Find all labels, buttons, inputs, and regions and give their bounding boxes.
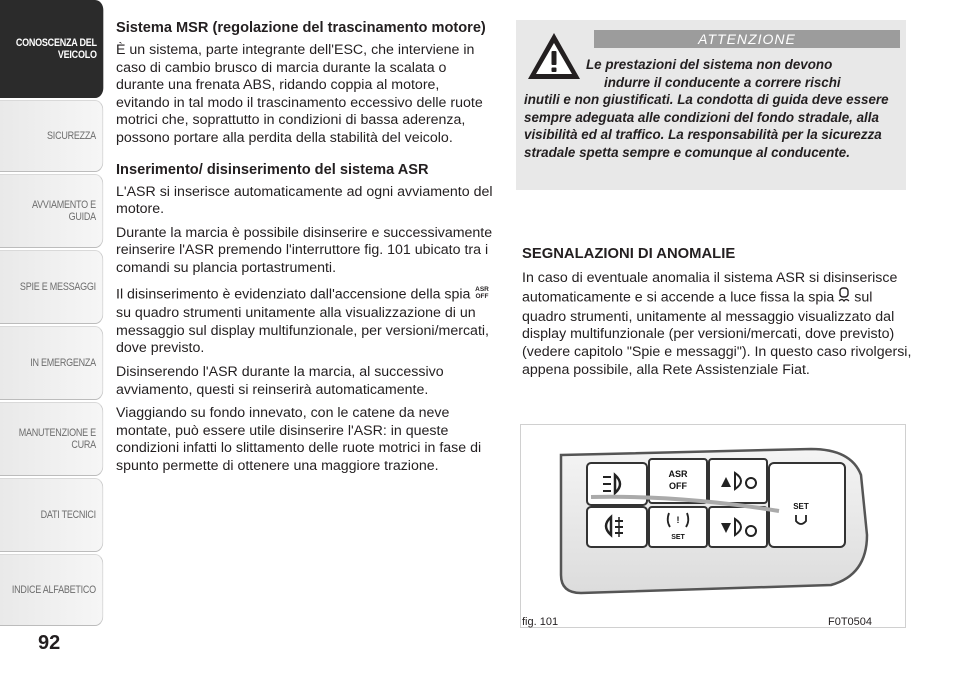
headlight-height-down-button[interactable] xyxy=(709,507,767,547)
left-column xyxy=(116,20,496,481)
set-button-label: SET xyxy=(793,502,809,511)
paragraph-msr: È un sistema, parte integrante dell'ESC, che interviene in caso di cambio brusco di marcia durante la scalata o durante una frenata ABS, ridando coppia al motore, evitando in tal modo il trascinamento eccessivo delle ruote motrici che, soprattutto in condizioni di bassa aderenza, possono portare alla perdita della stabilità del veicolo. xyxy=(116,42,483,146)
paragraph-anomalies xyxy=(522,270,912,380)
tire-set-label: SET xyxy=(671,534,685,541)
rear-fog-light-button[interactable] xyxy=(587,507,647,547)
paragraph-asr-indicator-a: Il disinserimento è evidenziato dall'accensione della spia xyxy=(116,286,471,303)
paragraph-asr-reinsert: Disinserendo l'ASR durante la marcia, al successivo avviamento, questi si reinserirà automaticamente. xyxy=(116,363,444,398)
headlight-height-up-button[interactable] xyxy=(709,459,767,503)
paragraph-asr-indicator-b: su quadro strumenti unitamente alla visualizzazione di un messaggio sul display multifunzionale, per versioni/mercati, dove previsto. xyxy=(116,305,489,357)
figure-code: F0T0504 xyxy=(828,616,873,628)
warning-rest: inutili e non giustificati. La condotta di guida deve essere sempre adeguata alle condizioni del fondo stradale, alla visibilità ed al traffico. La responsabilità per la sicurezza stradale spetta sempre e comunque al conducente. xyxy=(524,92,889,160)
tab-sicurezza[interactable]: SICUREZZA xyxy=(0,100,103,172)
warning-line-2: indurre il conducente a correre rischi xyxy=(604,74,841,90)
warning-line-1: Le prestazioni del sistema non devono xyxy=(586,57,833,72)
paragraph-asr-auto: L'ASR si inserisce automaticamente ad ogni avviamento del motore. xyxy=(116,183,493,218)
warning-box xyxy=(516,20,906,190)
svg-text:OFF: OFF xyxy=(475,292,489,300)
tab-dati-tecnici[interactable]: DATI TECNICI xyxy=(0,478,103,552)
heading-msr: Sistema MSR (regolazione del trascinamento motore) xyxy=(116,20,486,36)
figure-101 xyxy=(520,424,906,628)
svg-text:ASR: ASR xyxy=(475,285,490,293)
tab-in-emergenza[interactable]: IN EMERGENZA xyxy=(0,326,103,400)
tab-avviamento-e-guida[interactable]: AVVIAMENTO E GUIDA xyxy=(0,174,103,248)
heading-anomalies: SEGNALAZIONI DI ANOMALIE xyxy=(522,246,736,262)
right-column xyxy=(522,246,912,379)
tab-spie-e-messaggi[interactable]: SPIE E MESSAGGI xyxy=(0,250,103,324)
figure-caption: fig. 101 xyxy=(522,616,559,628)
tab-manutenzione-e-cura[interactable]: MANUTENZIONE E CURA xyxy=(0,402,103,476)
tab-conoscenza-del-veicolo[interactable]: CONOSCENZA DEL VEICOLO xyxy=(0,0,103,98)
paragraph-asr-indicator xyxy=(116,284,496,358)
heading-asr-toggle: Inserimento/ disinserimento del sistema ASR xyxy=(116,161,429,178)
tire-pressure-set-button[interactable] xyxy=(649,507,707,547)
svg-text:!: ! xyxy=(676,515,680,525)
paragraph-anomalies-a: In caso di eventuale anomalia il sistema ASR si disinserisce automaticamente e si accende a luce fissa la spia xyxy=(522,269,898,306)
asr-button-label-2: OFF xyxy=(669,481,687,491)
esc-warning-icon xyxy=(838,287,850,309)
page-number: 92 xyxy=(38,632,61,654)
warning-title: ATTENZIONE xyxy=(594,30,900,48)
chapter-sidebar xyxy=(0,0,104,678)
paragraph-anomalies-b: sul quadro strumenti, unitamente al messaggio visualizzato dal display multifunzionale (per versioni/mercati, dove previsto) (vedere capitolo "Spie e messaggi"). In questo caso rivolgersi, appena possibile, alla Rete Assistenziale Fiat. xyxy=(522,289,912,378)
asr-button-label-1: ASR xyxy=(668,469,688,479)
tab-indice-alfabetico[interactable]: INDICE ALFABETICO xyxy=(0,554,103,626)
paragraph-snow-chains: Viaggiando su fondo innevato, con le catene da neve montate, può essere utile disinserire l'ASR: in queste condizioni infatti lo slittamento delle ruote motrici in fase di spunto permette di ottenere una maggiore trazione. xyxy=(116,405,482,474)
dashboard-switch-panel-illustration xyxy=(521,425,906,628)
asr-off-warning-icon xyxy=(474,284,490,306)
speed-limiter-set-button[interactable] xyxy=(769,463,845,547)
warning-text xyxy=(524,56,902,162)
paragraph-asr-switch: Durante la marcia è possibile disinserire e successivamente reinserire l'ASR premendo l'interruttore fig. 101 ubicato tra i comandi su plancia portastrumenti. xyxy=(116,224,493,276)
